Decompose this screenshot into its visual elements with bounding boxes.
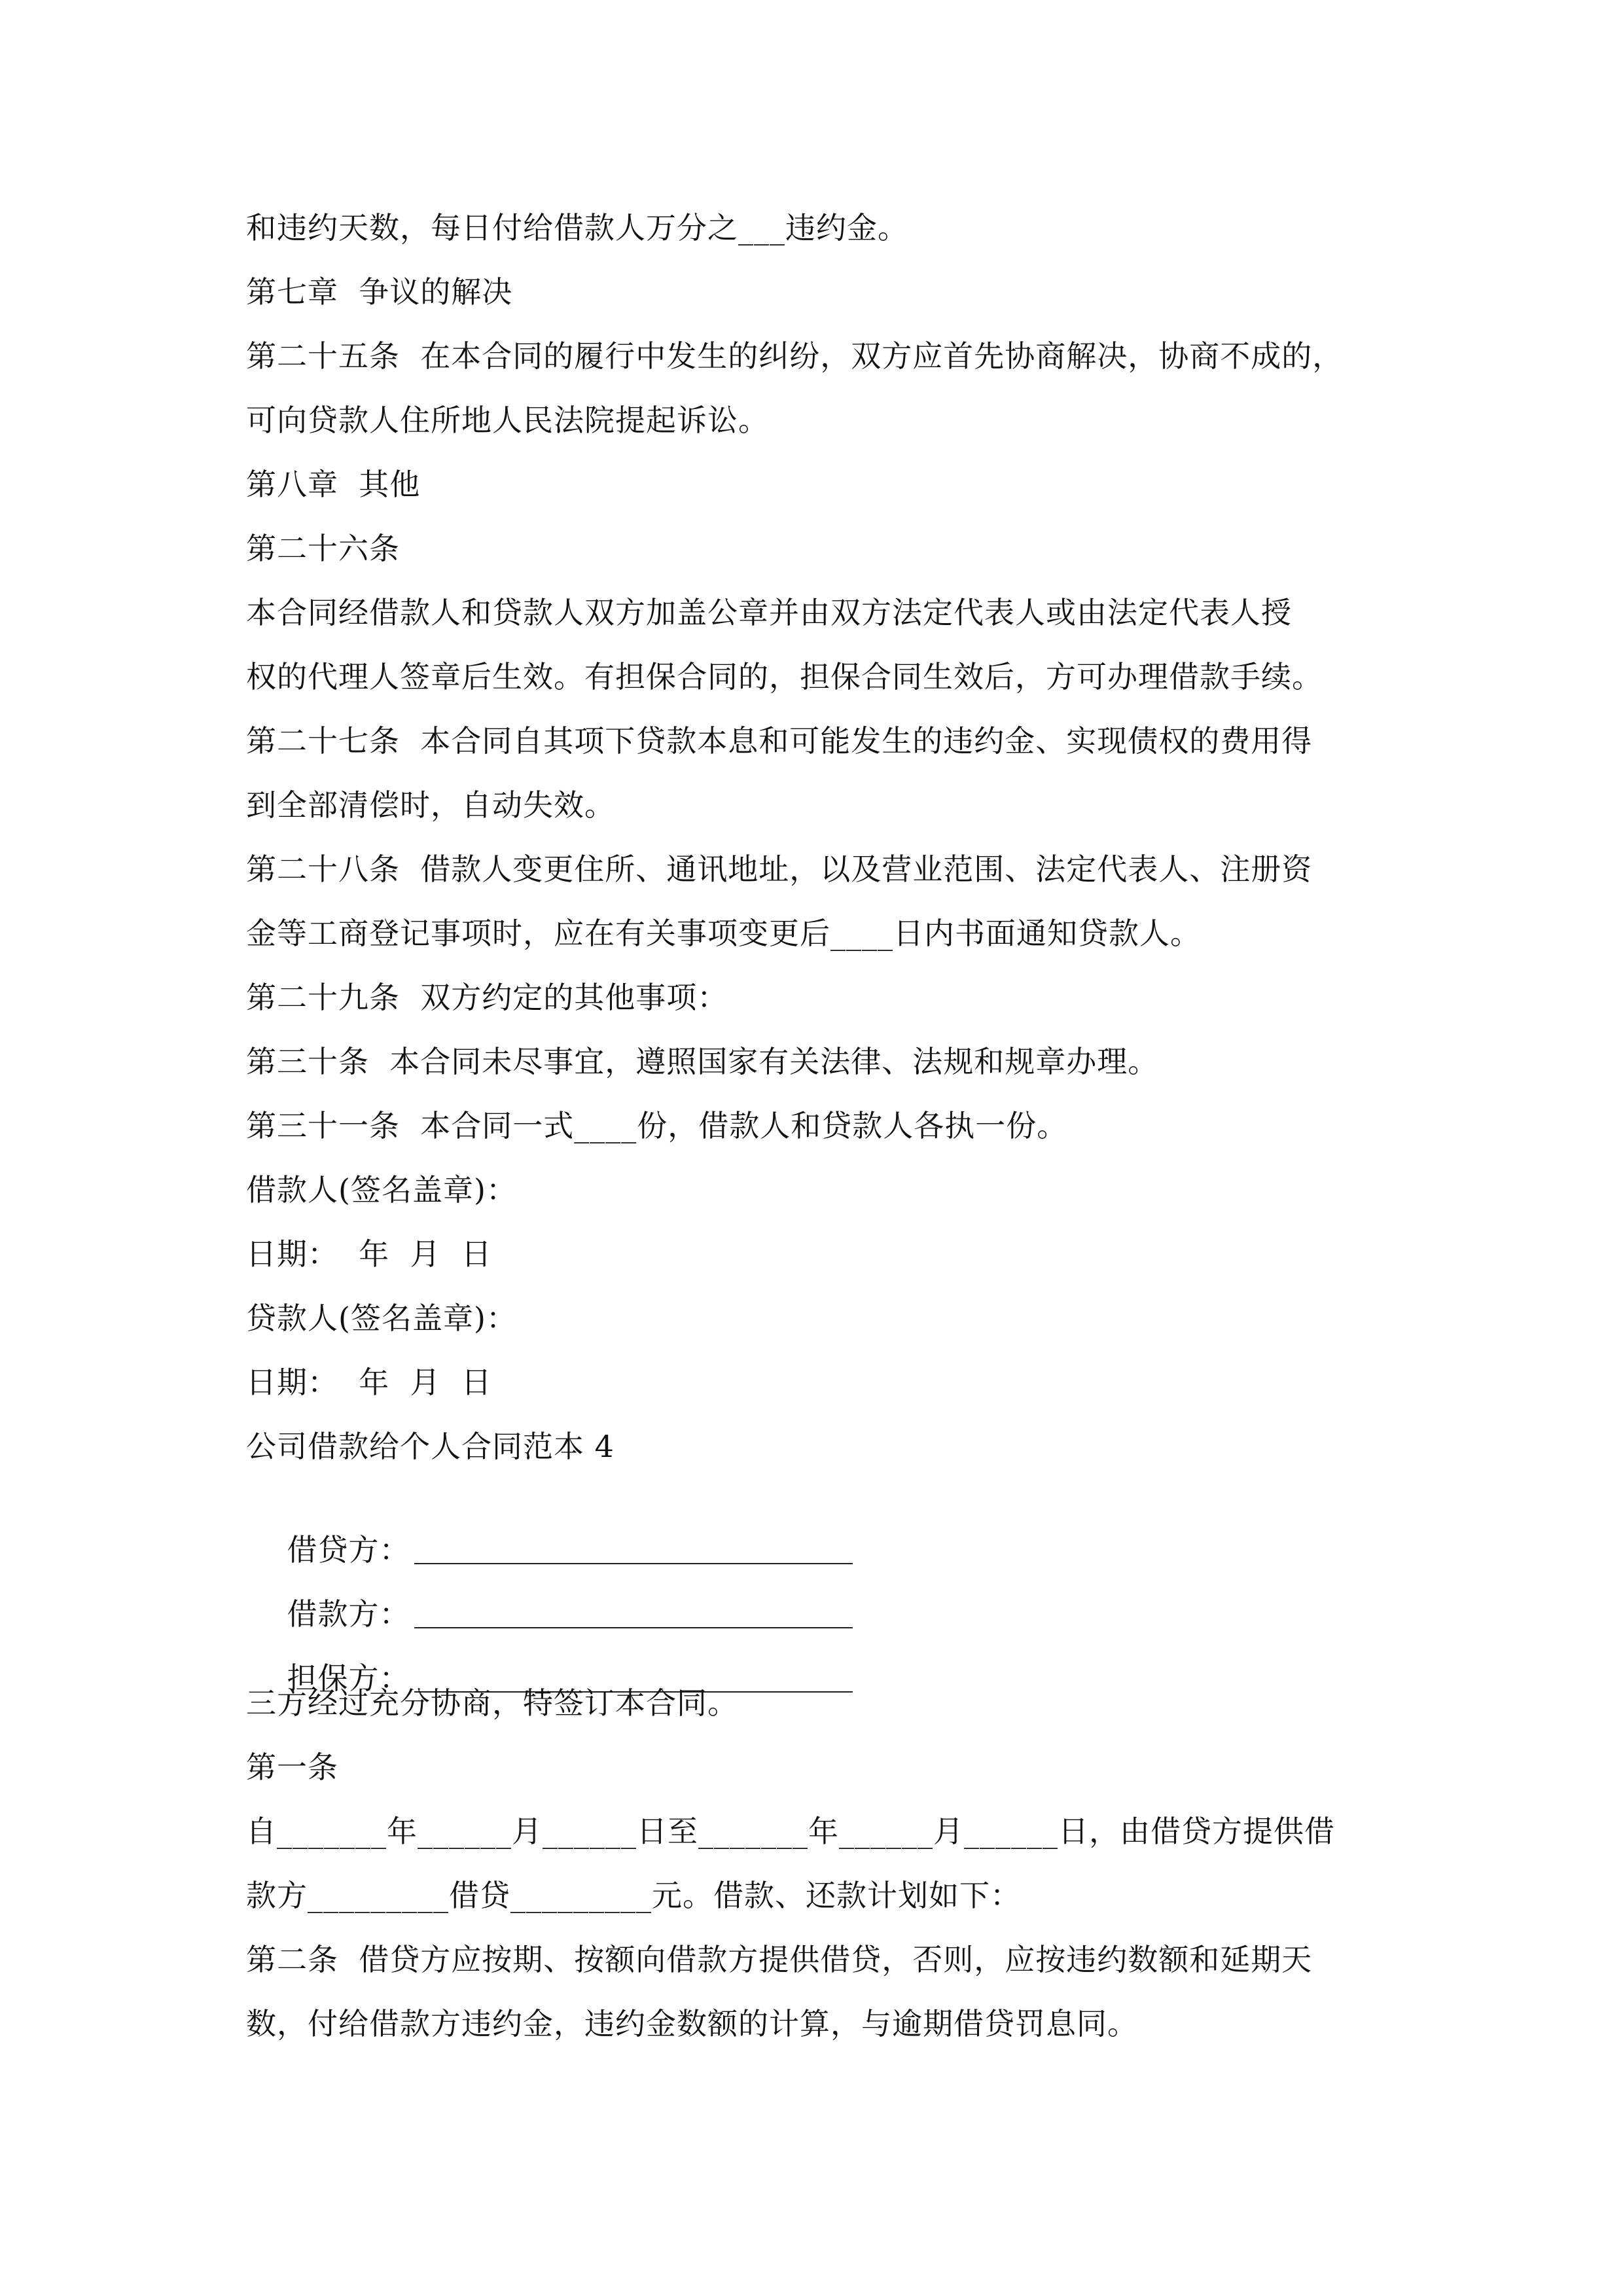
text-line: 三方经过充分协商，特签订本合同。	[246, 1685, 738, 1721]
text-line: 第二十七条 本合同自其项下贷款本息和可能发生的违约金、实现债权的费用得	[246, 723, 1313, 759]
section-title: 公司借款给个人合同范本 4	[246, 1429, 615, 1464]
text-line: 本合同经借款人和贷款人双方加盖公章并由双方法定代表人或由法定代表人授	[246, 595, 1292, 630]
text-line: 第三十一条 本合同一式____份，借款人和贷款人各执一份。	[246, 1108, 1068, 1143]
text-line: 数，付给借款方违约金，违约金数额的计算，与逾期借贷罚息同。	[246, 2006, 1138, 2041]
party-label: 担保方：	[287, 1660, 410, 1696]
text-line: 权的代理人签章后生效。有担保合同的，担保合同生效后，方可办理借款手续。	[246, 659, 1323, 694]
text-line: 第三十条 本合同未尽事宜，遵照国家有关法律、法规和规章办理。	[246, 1044, 1159, 1079]
text-line: 第二十九条 双方约定的其他事项：	[246, 980, 728, 1015]
text-line: 第二条 借贷方应按期、按额向借款方提供借贷，否则，应按违约数额和延期天	[246, 1942, 1313, 1977]
text-line: 可向贷款人住所地人民法院提起诉讼。	[246, 403, 769, 438]
date-line: 日期： 年 月 日	[246, 1365, 492, 1400]
text-line: 自_______年______月______日至_______年______月______日，由借贷方提供借	[246, 1814, 1335, 1849]
text-line: 到全部清偿时，自动失效。	[246, 787, 615, 823]
chapter-heading: 第七章 争议的解决	[246, 274, 513, 310]
article-heading: 第一条	[246, 1749, 338, 1785]
party-label: 借款方：	[287, 1596, 410, 1632]
signature-label: 借款人(签名盖章)：	[246, 1172, 517, 1208]
date-line: 日期： 年 月 日	[246, 1236, 492, 1272]
text-line: 第二十八条 借款人变更住所、通讯地址，以及营业范围、法定代表人、注册资	[246, 852, 1313, 887]
text-line: 款方_________借贷_________元。借款、还款计划如下：	[246, 1878, 1021, 1913]
article-heading: 第二十六条	[246, 531, 400, 566]
text-line: 金等工商登记事项时，应在有关事项变更后____日内书面通知贷款人。	[246, 916, 1201, 951]
text-line: 和违约天数，每日付给借款人万分之___违约金。	[246, 210, 908, 245]
text-line: 第二十五条 在本合同的履行中发生的纠纷，双方应首先协商解决，协商不成的，	[246, 338, 1344, 374]
party-label: 借贷方：	[287, 1532, 410, 1568]
signature-label: 贷款人(签名盖章)：	[246, 1300, 517, 1336]
chapter-heading: 第八章 其他	[246, 467, 421, 502]
